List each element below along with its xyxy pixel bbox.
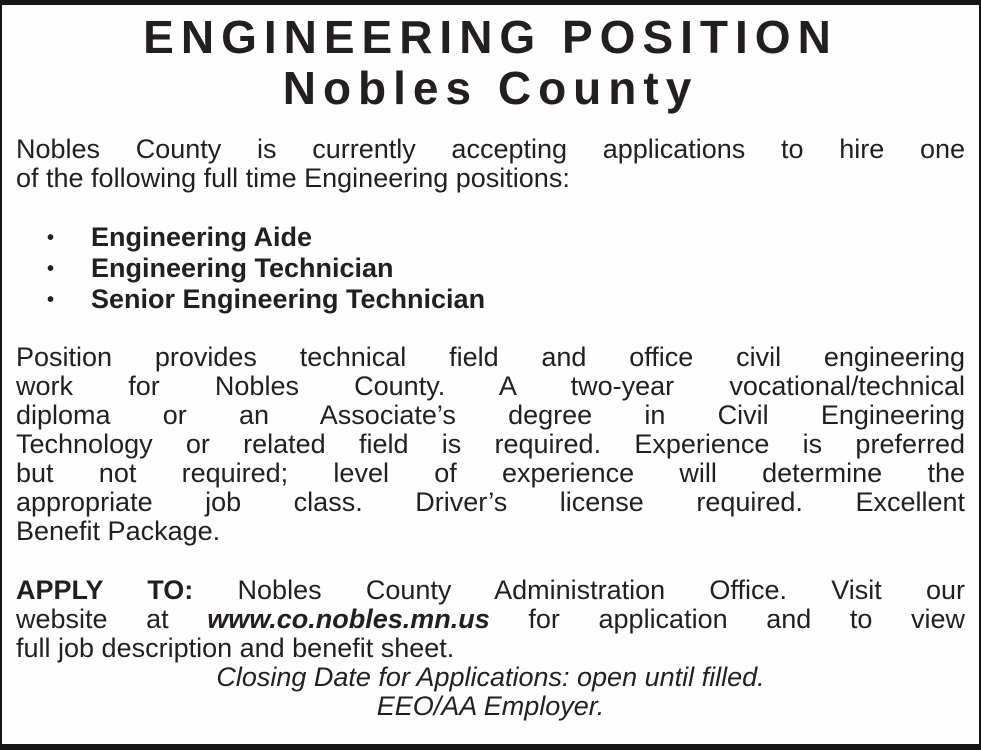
description-line (16, 372, 965, 401)
ad-title-line2: Nobles County (282, 62, 699, 114)
description-line (16, 488, 965, 517)
intro-line-text: of the following full time Engineering positions: (16, 163, 570, 193)
description-line-text: Technology or related field is required. Experience is preferred (16, 429, 965, 459)
bullet-icon: • (47, 258, 55, 280)
apply-to-label: APPLY TO: (16, 575, 194, 605)
description-paragraph (16, 343, 965, 546)
description-line-text: appropriate job class. Driver’s license required. Excellent (16, 487, 965, 517)
description-line-text: diploma or an Associate’s degree in Civil Engineering (16, 400, 965, 430)
description-line-text: work for Nobles County. A two-year vocational/technical (16, 371, 965, 401)
ad-title (16, 9, 965, 114)
intro-paragraph (16, 135, 965, 193)
website-url: www.co.nobles.mn.us (207, 604, 490, 634)
apply-line-text: for application and to view (489, 604, 965, 634)
eeo-line (16, 692, 965, 721)
apply-line (16, 576, 965, 605)
description-line-text: Benefit Package. (16, 516, 221, 546)
intro-line (16, 164, 965, 193)
apply-line-text: full job description and benefit sheet. (16, 633, 455, 663)
apply-line-text: website at (16, 604, 208, 634)
list-item (16, 253, 965, 284)
description-line-text: but not required; level of experience will determine the (16, 458, 965, 488)
position-name: Engineering Aide (91, 222, 313, 252)
apply-paragraph (16, 576, 965, 663)
apply-line-text: Nobles County Administration Office. Visit our (193, 575, 965, 605)
positions-list (16, 222, 965, 315)
description-line (16, 343, 965, 372)
position-name: Engineering Technician (91, 253, 394, 283)
list-item (16, 284, 965, 315)
description-line (16, 459, 965, 488)
intro-line (16, 135, 965, 164)
bullet-icon: • (47, 289, 55, 311)
closing-date-line (16, 663, 965, 692)
apply-line (16, 634, 965, 663)
bullet-icon: • (47, 227, 55, 249)
description-line-text: Position provides technical field and office civil engineering (16, 342, 965, 372)
description-line (16, 401, 965, 430)
apply-line (16, 605, 965, 634)
description-line (16, 517, 965, 546)
eeo-text: EEO/AA Employer. (376, 691, 605, 721)
description-line (16, 430, 965, 459)
intro-line-text: Nobles County is currently accepting applications to hire one (16, 134, 965, 164)
ad-title-line1: ENGINEERING POSITION (143, 11, 838, 63)
closing-date-text: Closing Date for Applications: open until filled. (216, 662, 765, 692)
list-item (16, 222, 965, 253)
position-name: Senior Engineering Technician (91, 284, 486, 314)
